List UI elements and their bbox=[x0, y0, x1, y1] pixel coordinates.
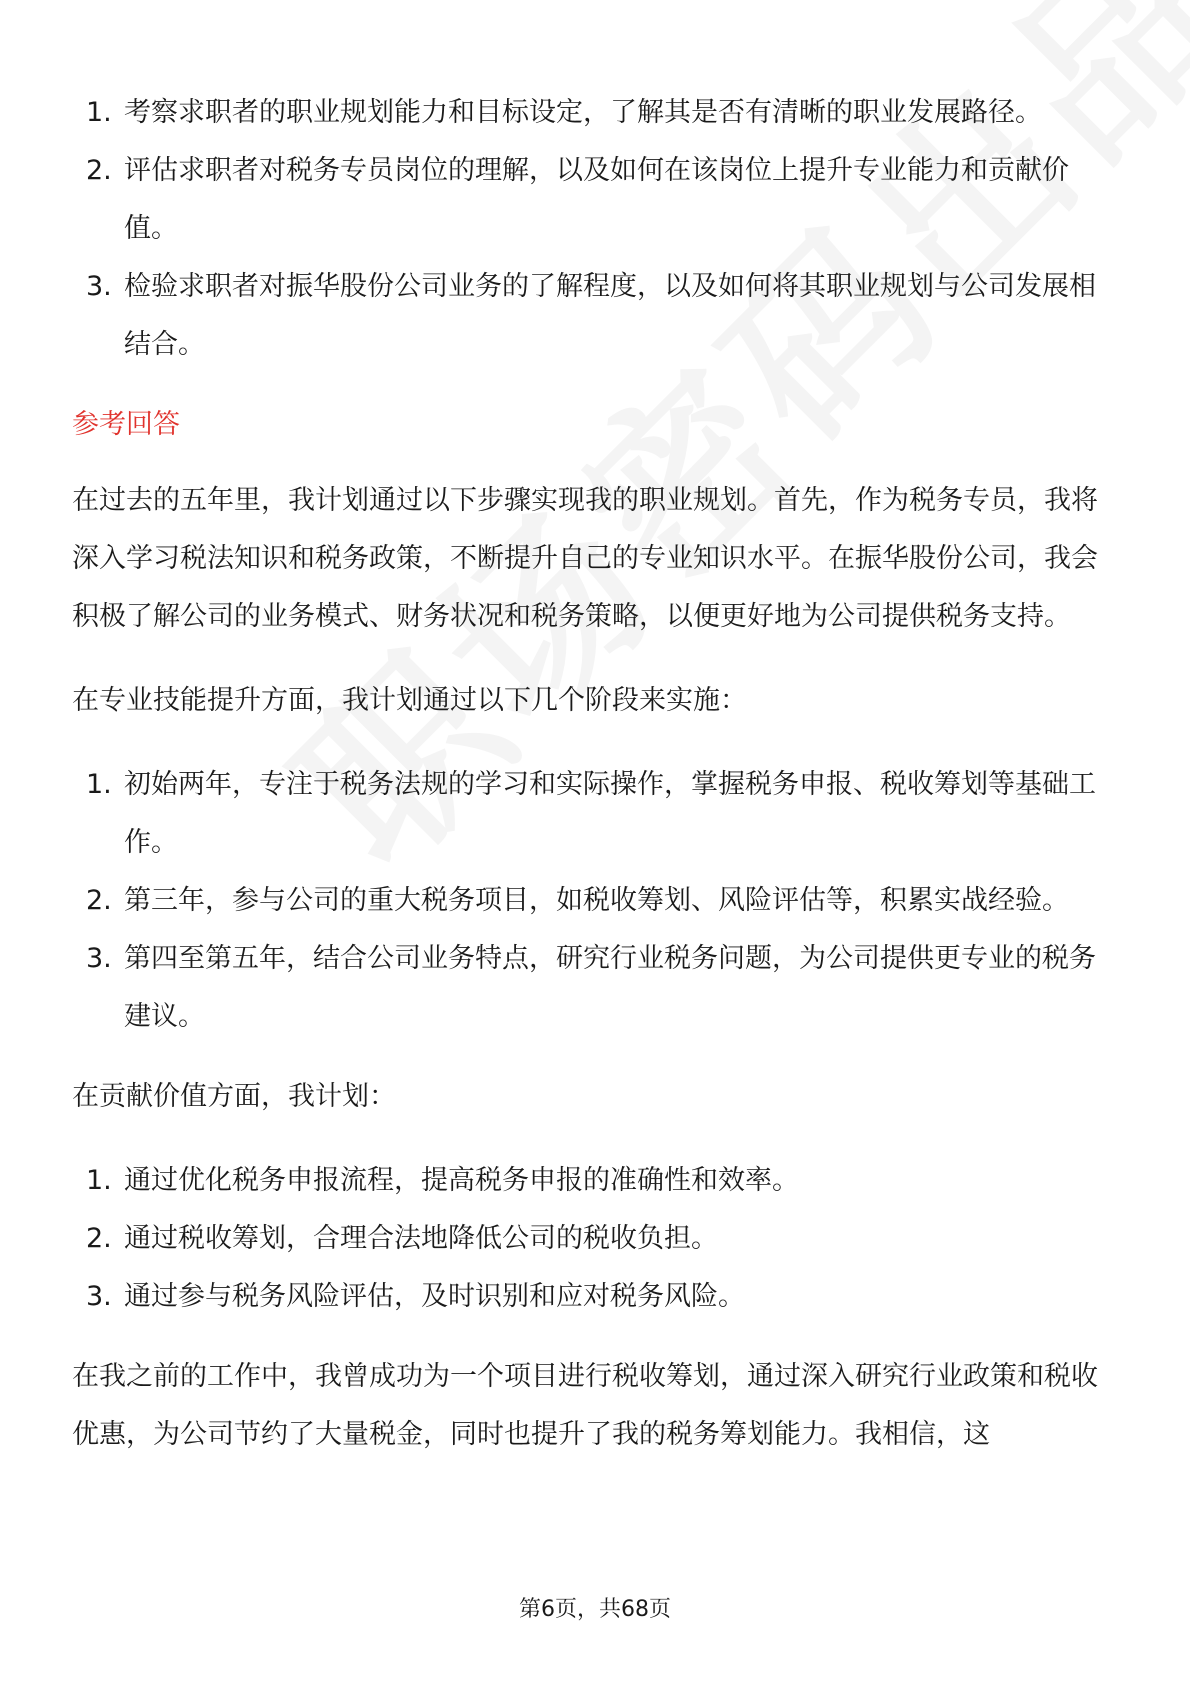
skill-stages-list bbox=[72, 756, 1120, 1046]
paragraph-experience: 在我之前的工作中，我曾成功为一个项目进行税收筹划，通过深入研究行业政策和税收优惠，为公司节约了大量税金，同时也提升了我的税务筹划能力。我相信，这 bbox=[72, 1361, 1098, 1450]
list-item-number: 1. bbox=[86, 1165, 112, 1196]
list-item bbox=[72, 872, 1120, 930]
list-item-text: 初始两年，专注于税务法规的学习和实际操作，掌握税务申报、税收筹划等基础工作。 bbox=[124, 769, 1096, 858]
list-item bbox=[72, 1268, 1120, 1326]
list-item-number: 1. bbox=[86, 97, 112, 128]
list-item-text: 第四至第五年，结合公司业务特点，研究行业税务问题，为公司提供更专业的税务建议。 bbox=[124, 943, 1096, 1032]
list-item-number: 3. bbox=[86, 943, 112, 974]
list-item bbox=[72, 756, 1120, 872]
list-item-number: 2. bbox=[86, 155, 112, 186]
list-item-text: 通过优化税务申报流程，提高税务申报的准确性和效率。 bbox=[124, 1165, 799, 1196]
list-item-text: 考察求职者的职业规划能力和目标设定，了解其是否有清晰的职业发展路径。 bbox=[124, 97, 1042, 128]
list-item-number: 1. bbox=[86, 769, 112, 800]
page-content bbox=[72, 84, 1120, 1490]
page-number-footer: 第6页，共68页 bbox=[519, 1597, 671, 1622]
list-item-number: 3. bbox=[86, 1281, 112, 1312]
contribution-list bbox=[72, 1152, 1120, 1326]
evaluation-points-list bbox=[72, 84, 1120, 374]
paragraph-intro: 在过去的五年里，我计划通过以下步骤实现我的职业规划。首先，作为税务专员，我将深入学习税法知识和税务政策，不断提升自己的专业知识水平。在振华股份公司，我会积极了解公司的业务模式、财务状况和税务策略，以便更好地为公司提供税务支持。 bbox=[72, 485, 1098, 632]
list-item bbox=[72, 258, 1120, 374]
list-item-text: 第三年，参与公司的重大税务项目，如税收筹划、风险评估等，积累实战经验。 bbox=[124, 885, 1069, 916]
list-item-text: 检验求职者对振华股份公司业务的了解程度，以及如何将其职业规划与公司发展相结合。 bbox=[124, 271, 1096, 360]
paragraph-contribution: 在贡献价值方面，我计划： bbox=[72, 1081, 396, 1112]
list-item bbox=[72, 930, 1120, 1046]
list-item-text: 通过税收筹划，合理合法地降低公司的税收负担。 bbox=[124, 1223, 718, 1254]
section-heading: 参考回答 bbox=[72, 409, 180, 440]
list-item-number: 2. bbox=[86, 885, 112, 916]
list-item bbox=[72, 84, 1120, 142]
list-item-text: 通过参与税务风险评估，及时识别和应对税务风险。 bbox=[124, 1281, 745, 1312]
list-item bbox=[72, 142, 1120, 258]
list-item bbox=[72, 1210, 1120, 1268]
list-item-number: 2. bbox=[86, 1223, 112, 1254]
list-item-text: 评估求职者对税务专员岗位的理解，以及如何在该岗位上提升专业能力和贡献价值。 bbox=[124, 155, 1069, 244]
list-item bbox=[72, 1152, 1120, 1210]
paragraph-skills: 在专业技能提升方面，我计划通过以下几个阶段来实施： bbox=[72, 685, 747, 716]
list-item-number: 3. bbox=[86, 271, 112, 302]
